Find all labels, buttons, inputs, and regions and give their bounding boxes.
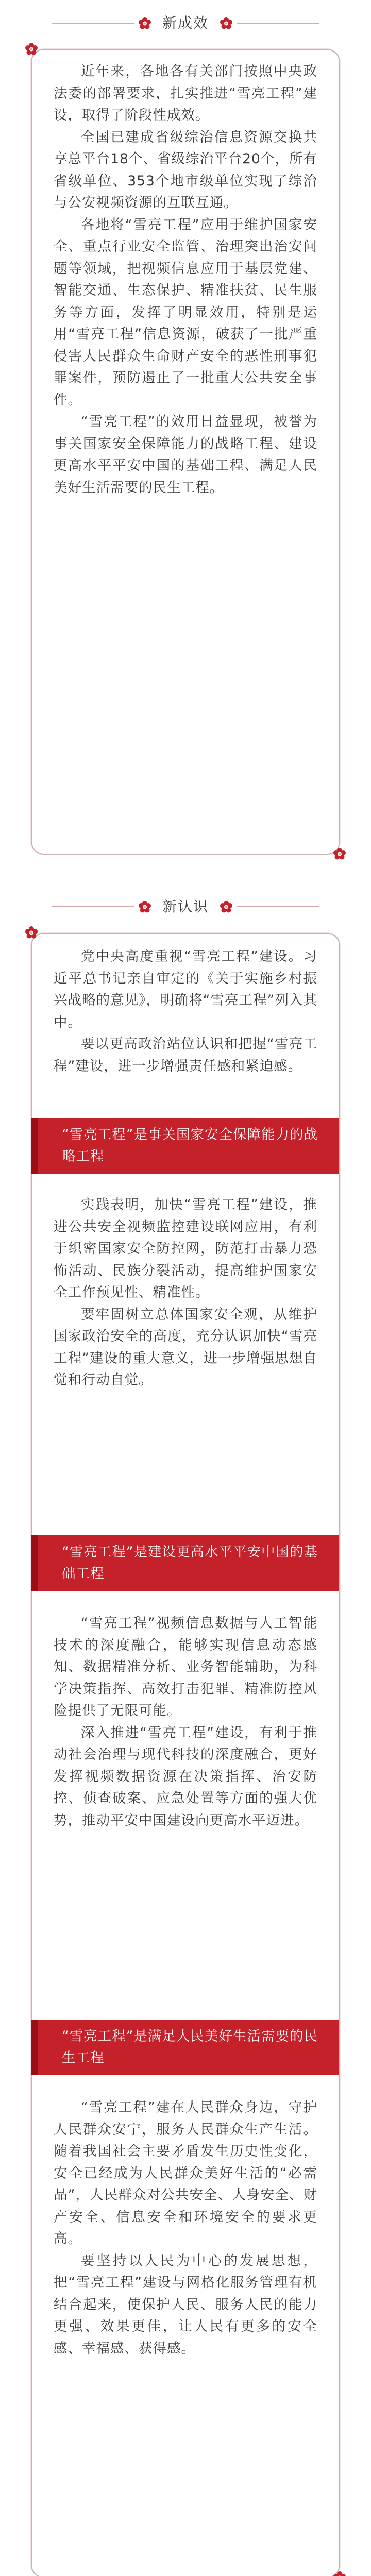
flower-icon xyxy=(138,900,151,913)
subsection-banner xyxy=(31,2020,339,2075)
flower-icon xyxy=(138,16,151,30)
paragraph: 党中央高度重视“雪亮工程”建设。习近平总书记亲自审定的《关于实施乡村振兴战略的意见》，明确将“雪亮工程”列入其中。 xyxy=(54,948,317,1030)
section-header-results xyxy=(0,8,371,39)
paragraph: “雪亮工程”视频信息数据与人工智能技术的深度融合，能够实现信息动态感知、数据精准分析、业务智能辅助，为科学决策指挥、高效打击犯罪、精准防控风险提供了无限可能。 xyxy=(54,1615,317,1719)
flower-icon xyxy=(25,926,38,939)
divider-line xyxy=(237,23,319,24)
banner-accent-bar xyxy=(31,1535,38,1591)
banner-title: “雪亮工程”是事关国家安全保障能力的战略工程 xyxy=(62,1127,318,1164)
flower-icon xyxy=(220,16,233,30)
paragraph: 要以更高政治站位认识和把握“雪亮工程”建设，进一步增强责任感和紧迫感。 xyxy=(54,1036,317,1074)
subsection-text xyxy=(54,1194,317,1392)
divider-line xyxy=(52,23,134,24)
flower-icon xyxy=(25,42,38,56)
intro-text xyxy=(54,946,317,1077)
banner-accent-bar xyxy=(31,1118,38,1174)
banner-title: “雪亮工程”是建设更高水平平安中国的基础工程 xyxy=(62,1544,318,1582)
section-title: 新认识 xyxy=(162,898,209,915)
paragraph: “雪亮工程”建在人民群众身边，守护人民群众安宁，服务人民群众生产生活。随着我国社会主要矛盾发生历史性变化，安全已经成为人民群众美好生活的“必需品”，人民群众对公共安全、人身安全、财产安全、信息安全和环境安全的要求更高。 xyxy=(54,2099,317,2247)
paragraph: “雪亮工程”的效用日益显现，被誉为事关国家安全保障能力的战略工程、建设更高水平平安中国的基础工程、满足人民美好生活需要的民生工程。 xyxy=(54,414,317,496)
flower-icon xyxy=(333,2571,346,2576)
paragraph: 近年来，各地各有关部门按照中央政法委的部署要求，扎实推进“雪亮工程”建设，取得了阶段性成效。 xyxy=(54,63,317,123)
paragraph: 各地将“雪亮工程”应用于维护国家安全、重点行业安全监管、治理突出治安问题等领域，把视频信息应用于基层党建、智能交通、生态保护、精准扶贫、民生服务等方面，发挥了明显效用，特别是运用“雪亮工程”信息资源，破获了一批严重侵害人民群众生命财产安全的恶性刑事犯罪案件，预防遏止了一批重大公共安全事件。 xyxy=(54,216,317,408)
flower-icon xyxy=(220,900,233,913)
results-text xyxy=(54,61,317,499)
banner-accent-bar xyxy=(31,2020,38,2075)
divider-line xyxy=(237,906,319,907)
subsection-banner xyxy=(31,1118,339,1174)
subsection-text xyxy=(54,2097,317,2360)
section-header-understanding xyxy=(0,891,371,922)
paragraph: 全国已建成省级综治信息资源交换共享总平台18个、省级综治平台20个，所有省级单位、353个地市级单位实现了综治与公安视频资源的互联互通。 xyxy=(54,129,317,211)
subsection-text xyxy=(54,1613,317,1832)
paragraph: 要牢固树立总体国家安全观，从维护国家政治安全的高度，充分认识加快“雪亮工程”建设的重大意义，进一步增强思想自觉和行动自觉。 xyxy=(54,1306,317,1388)
subsection-banner xyxy=(31,1535,339,1591)
flower-icon xyxy=(333,847,346,860)
paragraph: 实践表明，加快“雪亮工程”建设，推进公共安全视频监控建设联网应用，有利于织密国家安全防控网，防范打击暴力恐怖活动、民族分裂活动，提高维护国家安全工作预见性、精准性。 xyxy=(54,1197,317,1300)
paragraph: 要坚持以人民为中心的发展思想，把“雪亮工程”建设与网格化服务管理有机结合起来，使保护人民、服务人民的能力更强、效果更佳，让人民有更多的安全感、幸福感、获得感。 xyxy=(54,2252,317,2357)
paragraph: 深入推进“雪亮工程”建设，有利于推动社会治理与现代科技的深度融合，更好发挥视频数据资源在决策指挥、治安防控、侦查破案、应急处置等方面的强大优势，推动平安中国建设向更高水平迈进。 xyxy=(54,1724,317,1828)
divider-line xyxy=(52,906,134,907)
section-title: 新成效 xyxy=(162,14,209,31)
banner-title: “雪亮工程”是满足人民美好生活需要的民生工程 xyxy=(62,2028,318,2066)
